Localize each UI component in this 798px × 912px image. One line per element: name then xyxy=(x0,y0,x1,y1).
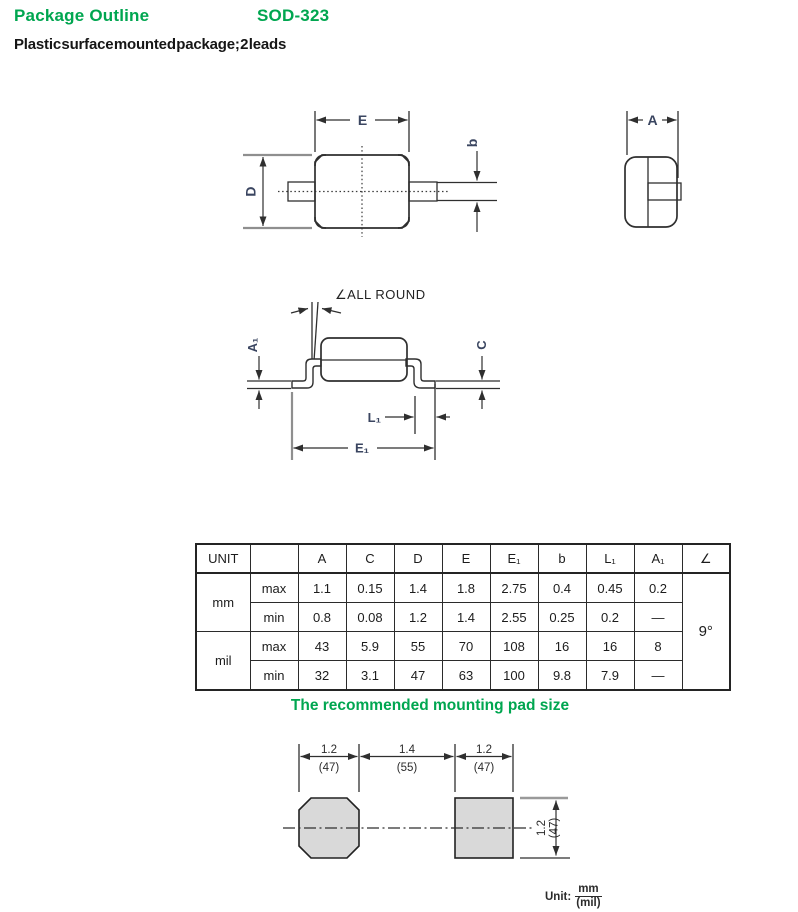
unit-numerator: mm xyxy=(575,883,601,897)
table-header-row xyxy=(196,544,730,573)
pad-section-title: The recommended mounting pad size xyxy=(290,697,570,714)
pad-right-width-mm: 1.2 xyxy=(476,744,492,756)
value-cell: 2.55 xyxy=(490,603,538,632)
dim-label-A: A xyxy=(647,112,658,128)
value-cell: 5.9 xyxy=(346,632,394,661)
side-view-leads xyxy=(292,359,435,388)
table-row xyxy=(196,661,730,691)
dim-label-E: E xyxy=(357,112,368,128)
col-header-A1: A₁ xyxy=(634,544,682,573)
value-cell: — xyxy=(634,661,682,691)
value-cell: 0.2 xyxy=(634,573,682,603)
value-cell: 63 xyxy=(442,661,490,691)
value-cell: 8 xyxy=(634,632,682,661)
dim-b xyxy=(437,139,497,232)
value-cell: 0.15 xyxy=(346,573,394,603)
value-cell: 32 xyxy=(298,661,346,691)
unit-fraction xyxy=(575,883,601,910)
dim-A xyxy=(627,111,678,178)
page-title: Package Outline xyxy=(14,6,150,25)
table-row xyxy=(196,632,730,661)
col-header-b: b xyxy=(538,544,586,573)
center-lines xyxy=(278,146,450,237)
pad-height-dimension xyxy=(520,798,570,858)
unit-cell-mil: mil xyxy=(196,632,250,691)
value-cell: 55 xyxy=(394,632,442,661)
dim-label-D: D xyxy=(242,186,259,197)
bound-cell: min xyxy=(250,661,298,691)
col-header-angle: ∠ xyxy=(682,544,730,573)
dim-E1 xyxy=(292,392,434,460)
value-cell: 0.08 xyxy=(346,603,394,632)
col-header-bound xyxy=(250,544,298,573)
value-cell: 9.8 xyxy=(538,661,586,691)
unit-note xyxy=(545,883,602,910)
value-cell: 0.4 xyxy=(538,573,586,603)
col-header-unit: UNIT xyxy=(196,544,250,573)
value-cell: 1.8 xyxy=(442,573,490,603)
pad-top-dimensions xyxy=(301,744,512,774)
seating-plane-lines xyxy=(247,381,500,389)
dim-label-E1: E₁ xyxy=(354,440,370,456)
pad-gap-mil: (55) xyxy=(396,762,418,774)
all-round-label: ∠ALL ROUND xyxy=(335,287,426,302)
value-cell: 0.8 xyxy=(298,603,346,632)
angle-value-cell: 9° xyxy=(682,573,730,690)
table-row xyxy=(196,573,730,603)
end-view-body xyxy=(625,157,681,227)
dim-C xyxy=(474,340,489,409)
pad-left-width-mm: 1.2 xyxy=(321,744,337,756)
value-cell: 1.2 xyxy=(394,603,442,632)
col-header-E: E xyxy=(442,544,490,573)
bound-cell: min xyxy=(250,603,298,632)
side-view-drawing xyxy=(240,282,515,467)
part-number: SOD-323 xyxy=(257,6,330,25)
value-cell: 0.2 xyxy=(586,603,634,632)
dim-label-A1: A₁ xyxy=(245,337,260,353)
value-cell: 0.45 xyxy=(586,573,634,603)
pad-height-mm: 1.2 xyxy=(536,820,548,836)
dimensions-table xyxy=(195,543,731,691)
value-cell: 3.1 xyxy=(346,661,394,691)
col-header-D: D xyxy=(394,544,442,573)
col-header-E1: E₁ xyxy=(490,544,538,573)
package-subtitle: Plastic surface mounted package; 2 leads xyxy=(14,36,287,53)
value-cell: 0.25 xyxy=(538,603,586,632)
dim-label-L1: L₁ xyxy=(367,410,381,425)
dim-D xyxy=(243,155,313,228)
pad-gap-mm: 1.4 xyxy=(399,744,415,756)
pad-left-width-mil: (47) xyxy=(318,762,340,774)
bound-cell: max xyxy=(250,573,298,603)
table-row xyxy=(196,603,730,632)
mounting-pad-drawing xyxy=(280,738,610,878)
all-round-callout xyxy=(291,287,426,363)
value-cell: 1.4 xyxy=(442,603,490,632)
col-header-L1: L₁ xyxy=(586,544,634,573)
value-cell: 2.75 xyxy=(490,573,538,603)
value-cell: 16 xyxy=(586,632,634,661)
bound-cell: max xyxy=(250,632,298,661)
value-cell: 7.9 xyxy=(586,661,634,691)
unit-note-label: Unit: xyxy=(545,890,572,903)
value-cell: 108 xyxy=(490,632,538,661)
dim-A1 xyxy=(245,338,260,409)
value-cell: 70 xyxy=(442,632,490,661)
value-cell: 16 xyxy=(538,632,586,661)
value-cell: — xyxy=(634,603,682,632)
value-cell: 43 xyxy=(298,632,346,661)
dim-E xyxy=(315,111,409,152)
pad-height-mil: (47) xyxy=(548,817,561,839)
unit-denominator: (mil) xyxy=(576,897,601,910)
pad-right-width-mil: (47) xyxy=(473,762,495,774)
end-view-drawing xyxy=(615,105,705,240)
top-view-drawing xyxy=(240,105,510,250)
dim-label-C: C xyxy=(474,340,489,350)
value-cell: 1.1 xyxy=(298,573,346,603)
col-header-A: A xyxy=(298,544,346,573)
dim-label-b: b xyxy=(464,138,480,148)
col-header-C: C xyxy=(346,544,394,573)
unit-cell-mm: mm xyxy=(196,573,250,632)
value-cell: 1.4 xyxy=(394,573,442,603)
side-view-body xyxy=(321,338,407,381)
value-cell: 100 xyxy=(490,661,538,691)
value-cell: 47 xyxy=(394,661,442,691)
